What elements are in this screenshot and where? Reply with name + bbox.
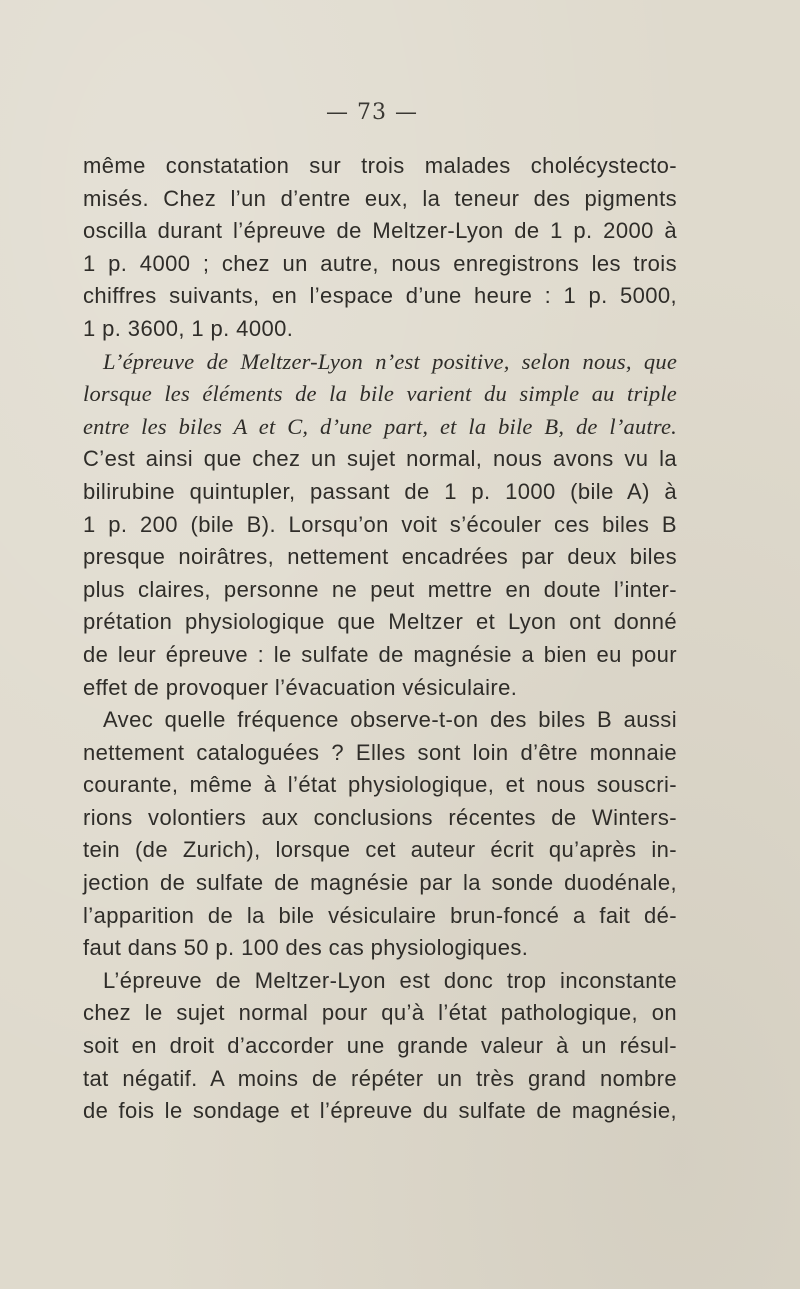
text-line: Avec quelle fréquence observe-t-on des biles B aussi <box>103 707 677 733</box>
text-line: chez le sujet normal pour qu’à l’état pathologique, on <box>83 1000 677 1026</box>
italic-text-line: lorsque les éléments de la bile varient du simple au triple <box>83 381 677 407</box>
text-line: chiffres suivants, en l’espace d’une heure : 1 p. 5000, <box>83 283 677 309</box>
text-line: de leur épreuve : le sulfate de magnésie a bien eu pour <box>83 641 677 667</box>
text-line: bilirubine quintupler, passant de 1 p. 1000 (bile A) à <box>83 478 677 504</box>
text-line: 1 p. 4000 ; chez un autre, nous enregistrons les trois <box>83 250 677 276</box>
body-text <box>83 150 677 1128</box>
text-line: C’est ainsi que chez un sujet normal, nous avons vu la <box>83 446 677 472</box>
text-line: tein (de Zurich), lorsque cet auteur écrit qu’après in- <box>83 837 677 863</box>
text-line: presque noirâtres, nettement encadrées par deux biles <box>83 544 677 570</box>
text-line: l’apparition de la bile vésiculaire brun-foncé a fait dé- <box>83 902 677 928</box>
text-line: faut dans 50 p. 100 des cas physiologiques. <box>83 935 529 961</box>
text-line: même constatation sur trois malades cholécystecto- <box>83 153 677 178</box>
text-line: nettement cataloguées ? Elles sont loin d’être monnaie <box>83 739 677 765</box>
italic-text-line: entre les biles A et C, d’une part, et la bile B, de l’autre. <box>83 413 677 439</box>
text-line: rions volontiers aux conclusions récentes de Winters- <box>83 804 677 830</box>
text-line: oscilla durant l’épreuve de Meltzer-Lyon de 1 p. 2000 à <box>83 218 677 244</box>
text-line: misés. Chez l’un d’entre eux, la teneur des pigments <box>83 185 677 211</box>
text-line: plus claires, personne ne peut mettre en doute l’inter- <box>83 576 677 602</box>
text-line: jection de sulfate de magnésie par la sonde duodénale, <box>83 870 677 896</box>
text-line: de fois le sondage et l’épreuve du sulfate de magnésie, <box>83 1098 677 1124</box>
text-line: L’épreuve de Meltzer-Lyon est donc trop inconstante <box>103 967 677 993</box>
text-line: prétation physiologique que Meltzer et Lyon ont donné <box>83 609 677 635</box>
italic-text-line: L’épreuve de Meltzer-Lyon n’est positive, selon nous, que <box>103 348 677 374</box>
text-line: 1 p. 3600, 1 p. 4000. <box>83 315 294 341</box>
page-number: — 73 — <box>326 100 418 125</box>
text-line: effet de provoquer l’évacuation vésiculaire. <box>83 674 518 700</box>
text-line: 1 p. 200 (bile B). Lorsqu’on voit s’écouler ces biles B <box>83 511 677 537</box>
text-line: soit en droit d’accorder une grande valeur à un résul- <box>83 1033 677 1059</box>
text-line: tat négatif. A moins de répéter un très grand nombre <box>83 1065 677 1091</box>
text-line: courante, même à l’état physiologique, et nous souscri- <box>83 772 677 798</box>
